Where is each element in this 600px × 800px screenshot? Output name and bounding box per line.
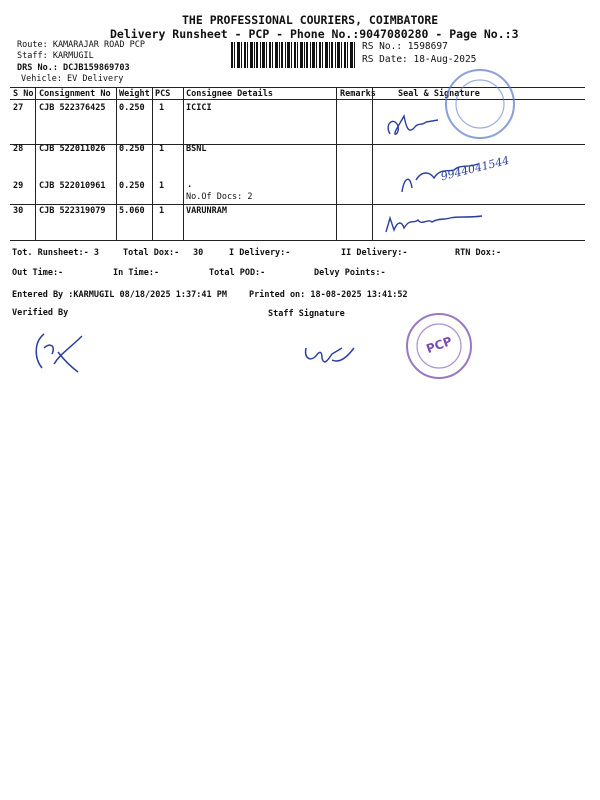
runsheet-title: Delivery Runsheet - PCP - Phone No.:9047080280 - Page No.:3 (110, 27, 519, 41)
verified-by-label: Verified By (12, 308, 69, 318)
total-dox-value: 30 (193, 248, 204, 258)
row-consignment: CJB 522010961 (39, 181, 106, 191)
signature-row-30 (382, 208, 492, 238)
total-pod: Total POD:- (209, 268, 266, 278)
row-consignment: CJB 522319079 (39, 206, 106, 216)
row-sno: 30 (13, 206, 24, 216)
row-sno: 28 (13, 144, 24, 154)
out-time: Out Time:- (12, 268, 64, 278)
table-bottom-border (10, 240, 585, 241)
delvy-points: Delvy Points:- (314, 268, 386, 278)
row-weight: 0.250 (119, 103, 145, 113)
staff-signature (302, 338, 362, 374)
col-header-consignment: Consignment No (39, 89, 111, 99)
col-divider (152, 87, 153, 240)
col-divider (336, 87, 337, 240)
row-consignee: . (187, 180, 193, 190)
entered-by: Entered By :KARMUGIL 08/18/2025 1:37:41 PM (12, 290, 227, 300)
bank-seal-stamp (440, 64, 520, 144)
rs-date: RS Date: 18-Aug-2025 (362, 54, 477, 65)
col-divider (116, 87, 117, 240)
col-divider (183, 87, 184, 240)
rs-number: RS No.: 1598697 (362, 41, 448, 52)
ii-delivery: II Delivery:- (341, 248, 408, 258)
col-header-seal-signature: Seal & Signature (398, 89, 480, 99)
row-consignee: VARUNRAM (186, 206, 227, 216)
row-weight: 5.060 (119, 206, 145, 216)
row-consignment: CJB 522011026 (39, 144, 106, 154)
row-pcs: 1 (159, 144, 165, 154)
row-pcs: 1 (159, 181, 165, 191)
i-delivery: I Delivery:- (229, 248, 291, 258)
staff-signature-label: Staff Signature (268, 309, 345, 319)
col-header-remarks: Remarks (340, 89, 376, 99)
total-dox-label: Total Dox:- (123, 248, 180, 258)
row-divider (10, 204, 585, 205)
row-sno: 27 (13, 103, 24, 113)
barcode-image (231, 42, 355, 68)
col-header-consignee: Consignee Details (186, 89, 273, 99)
route-label: Route: KAMARAJAR ROAD PCP (17, 40, 145, 50)
row-consignment: CJB 522376425 (39, 103, 106, 113)
row-weight: 0.250 (119, 144, 145, 154)
row-pcs: 1 (159, 206, 165, 216)
row-docs-note: No.Of Docs: 2 (186, 192, 253, 202)
col-divider (372, 87, 373, 240)
verified-by-signature (30, 328, 90, 378)
total-runsheet: Tot. Runsheet:- 3 (12, 248, 99, 258)
staff-label: Staff: KARMUGIL (17, 51, 94, 61)
row-sno: 29 (13, 181, 24, 191)
col-header-weight: Weight (119, 89, 150, 99)
col-header-sno: S No (13, 89, 34, 99)
in-time: In Time:- (113, 268, 160, 278)
printed-on: Printed on: 18-08-2025 13:41:52 (249, 290, 408, 300)
col-divider (35, 87, 36, 240)
row-weight: 0.250 (119, 181, 145, 191)
drs-number: DRS No.: DCJB159869703 (17, 63, 130, 73)
row-consignee: ICICI (186, 103, 212, 113)
handwritten-phone-number: 9944041544 (439, 153, 511, 184)
col-header-pcs: PCS (155, 89, 171, 99)
vehicle-label: Vehicle: EV Delivery (21, 74, 124, 84)
row-consignee: BSNL (186, 144, 207, 154)
row-pcs: 1 (159, 103, 165, 113)
stamp-text: PCP (424, 333, 455, 357)
rtn-dox: RTN Dox:- (455, 248, 502, 258)
signature-row-27 (382, 104, 452, 144)
company-title: THE PROFESSIONAL COURIERS, COIMBATORE (182, 13, 439, 27)
